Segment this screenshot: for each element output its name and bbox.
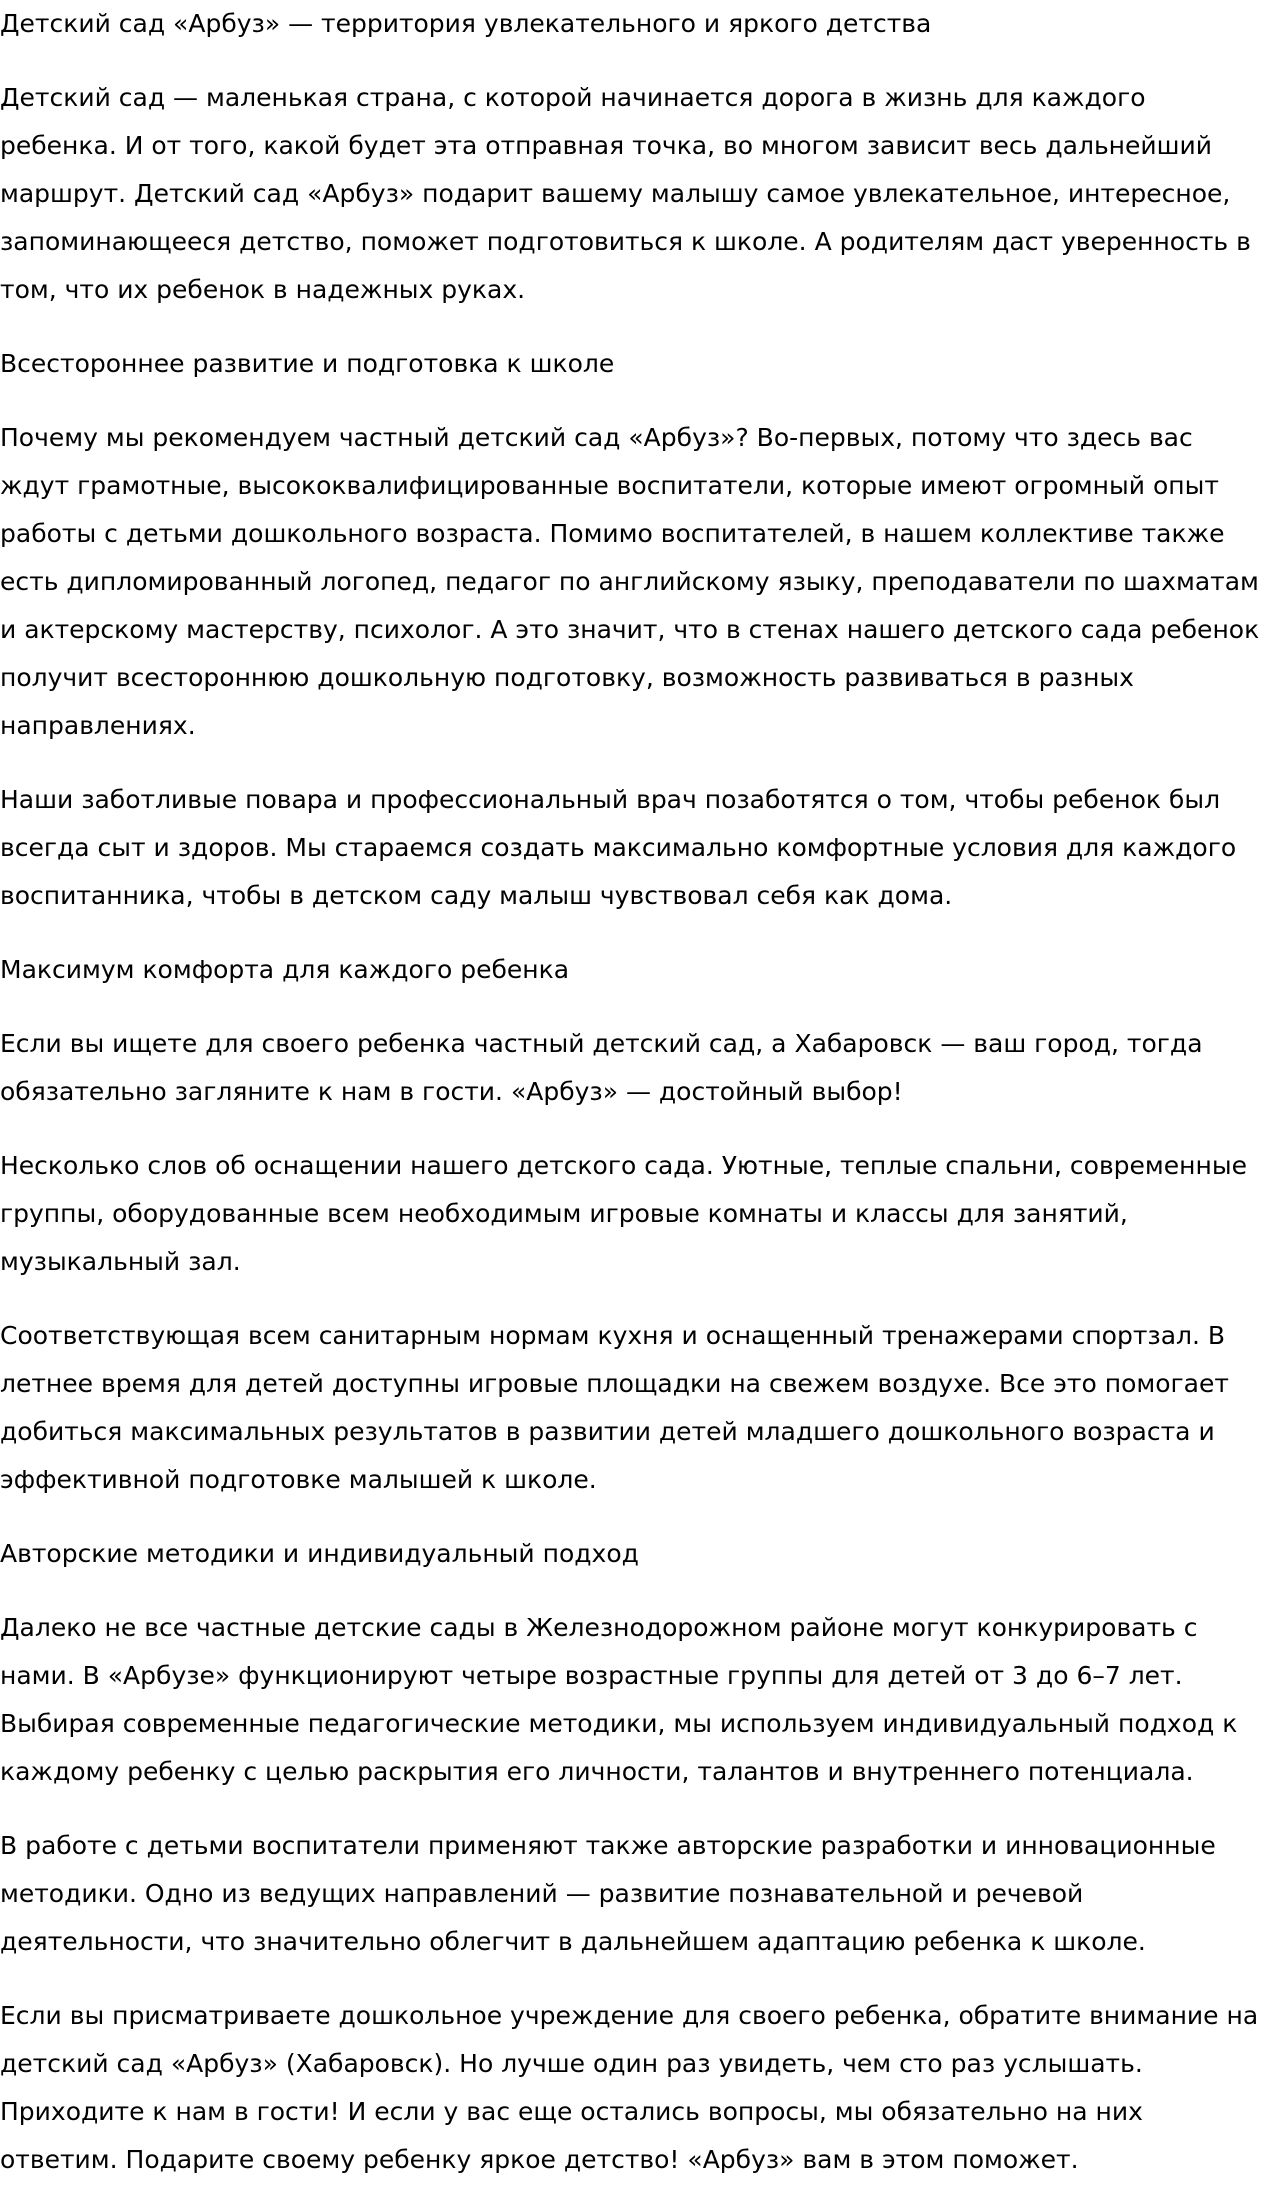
section-heading-methods: Авторские методики и индивидуальный подход [0, 1539, 639, 1568]
paragraph: Далеко не все частные детские сады в Железнодорожном районе могут конкурировать с нами. В «Арбузе» функционируют четыре возрастные группы для детей от 3 до 6–7 лет. Выбирая современные педагогические методики, мы используем индивидуальный подход к каждому ребенку с целью раскрытия его личности, талантов и внутреннего потенциала. [0, 1613, 1238, 1786]
paragraph: Почему мы рекомендуем частный детский сад «Арбуз»? Во-первых, потому что здесь вас ждут грамотные, высококвалифицированные воспитатели, которые имеют огромный опыт работы с детьми дошкольного возраста. Помимо воспитателей, в нашем коллективе также есть дипломированный логопед, педагог по английскому языку, преподаватели по шахматам и актерскому мастерству, психолог. А это значит, что в стенах нашего детского сада ребенок получит всестороннюю дошкольную подготовку, возможность развиваться в разных направлениях. [0, 423, 1260, 740]
paragraph: В работе с детьми воспитатели применяют также авторские разработки и инновационные методики. Одно из ведущих направлений — развитие познавательной и речевой деятельности, что значительно облегчит в дальнейшем адаптацию ребенка к школе. [0, 1831, 1216, 1956]
paragraph: Несколько слов об оснащении нашего детского сада. Уютные, теплые спальни, современные группы, оборудованные всем необходимым игровые комнаты и классы для занятий, музыкальный зал. [0, 1151, 1247, 1276]
section-heading-comfort: Максимум комфорта для каждого ребенка [0, 955, 570, 984]
paragraph: Если вы присматриваете дошкольное учреждение для своего ребенка, обратите внимание на детский сад «Арбуз» (Хабаровск). Но лучше один раз увидеть, чем сто раз услышать. Приходите к нам в гости! И если у вас еще остались вопросы, мы обязательно на них ответим. Подарите своему ребенку яркое детство! «Арбуз» вам в этом поможет. [0, 2001, 1259, 2174]
paragraph: Если вы ищете для своего ребенка частный детский сад, а Хабаровск — ваш город, тогда обязательно загляните к нам в гости. «Арбуз» — достойный выбор! [0, 1029, 1203, 1106]
article-title: Детский сад «Арбуз» — территория увлекательного и яркого детства [0, 9, 932, 38]
intro-paragraph: Детский сад — маленькая страна, с которой начинается дорога в жизнь для каждого ребенка. И от того, какой будет эта отправная точка, во многом зависит весь дальнейший маршрут. Детский сад «Арбуз» подарит вашему малышу самое увлекательное, интересное, запоминающееся детство, поможет подготовиться к школе. А родителям даст уверенность в том, что их ребенок в надежных руках. [0, 83, 1251, 304]
section-heading-development: Всестороннее развитие и подготовка к школе [0, 349, 615, 378]
paragraph: Наши заботливые повара и профессиональный врач позаботятся о том, чтобы ребенок был всегда сыт и здоров. Мы стараемся создать максимально комфортные условия для каждого воспитанника, чтобы в детском саду малыш чувствовал себя как дома. [0, 785, 1237, 910]
paragraph: Соответствующая всем санитарным нормам кухня и оснащенный тренажерами спортзал. В летнее время для детей доступны игровые площадки на свежем воздухе. Все это помогает добиться максимальных результатов в развитии детей младшего дошкольного возраста и эффективной подготовке малышей к школе. [0, 1321, 1229, 1494]
